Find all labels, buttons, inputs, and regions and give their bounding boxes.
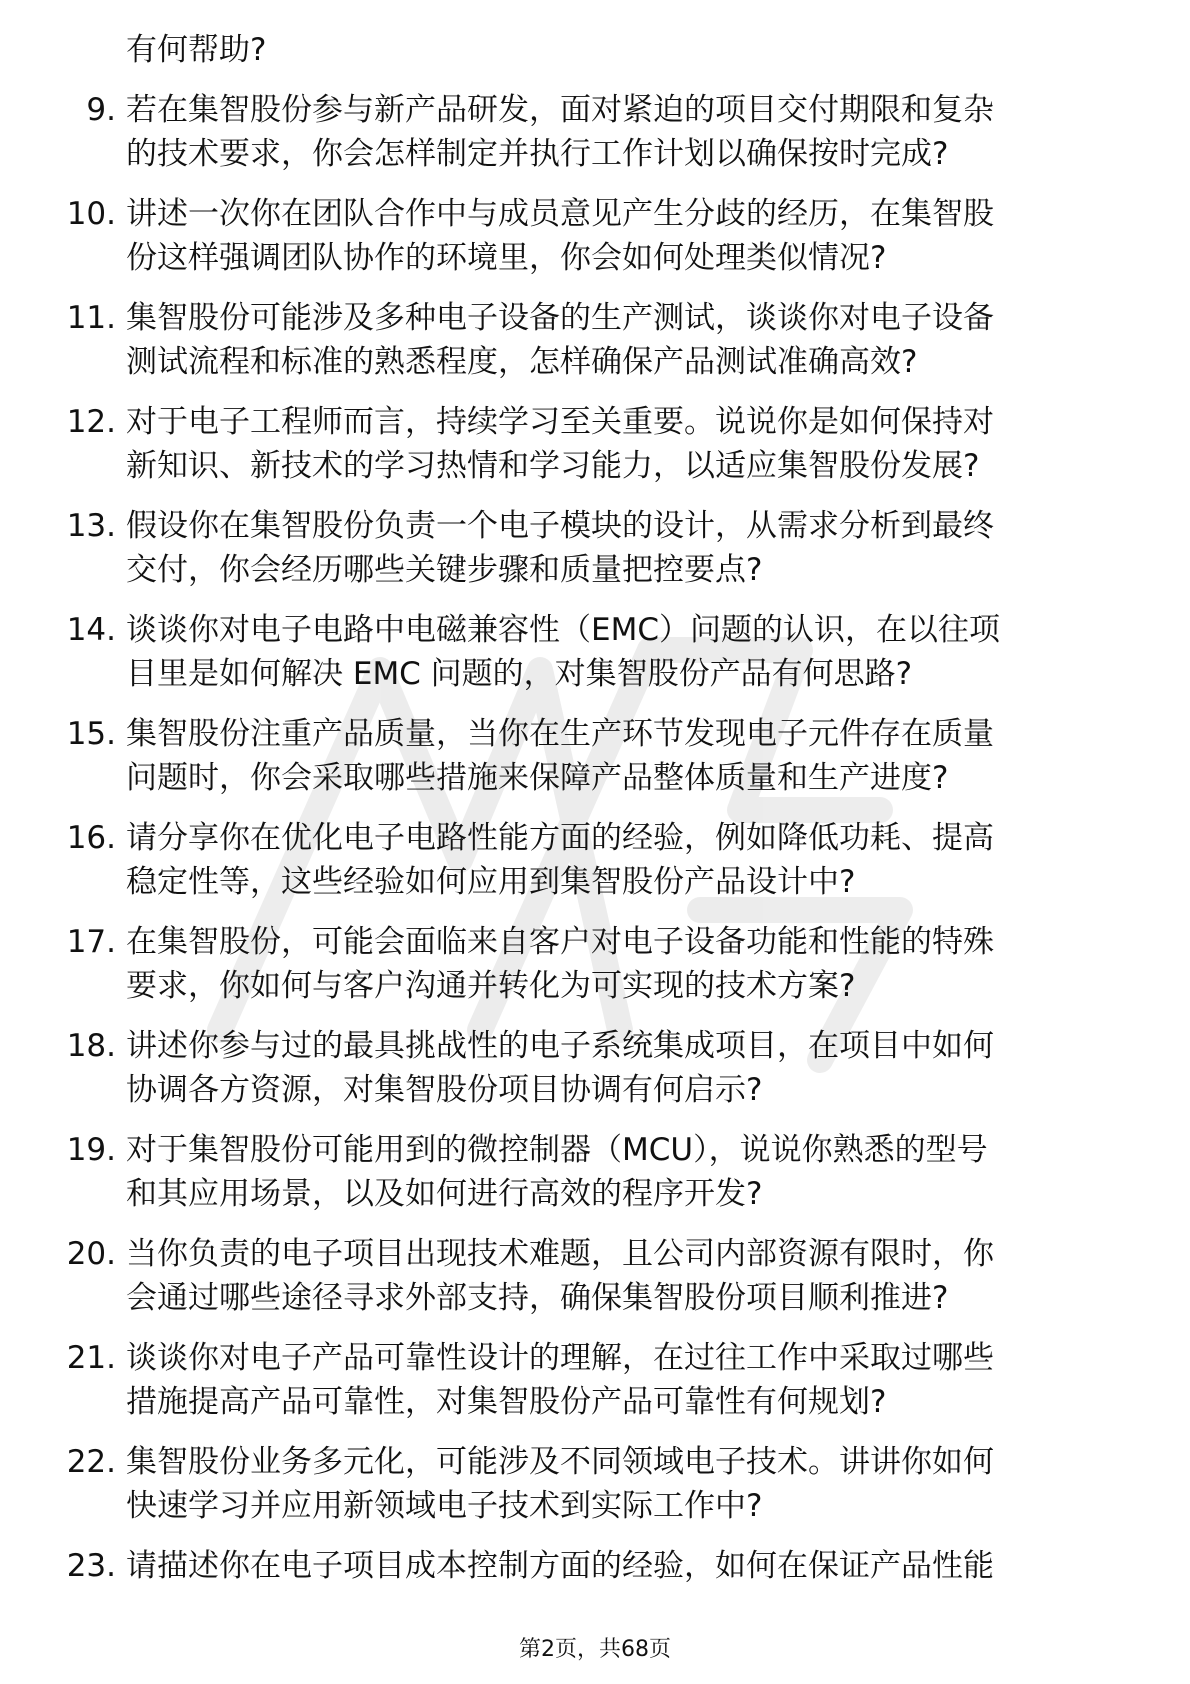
question-item xyxy=(60,88,1130,176)
question-text-line: 的技术要求，你会怎样制定并执行工作计划以确保按时完成? xyxy=(126,136,949,172)
question-text xyxy=(126,192,1130,280)
question-item xyxy=(60,1024,1130,1112)
question-item xyxy=(60,1232,1130,1320)
question-text xyxy=(126,400,1130,488)
question-text xyxy=(126,504,1130,592)
question-item xyxy=(60,1440,1130,1528)
question-number: 16. xyxy=(66,820,116,856)
question-number: 14. xyxy=(66,612,116,648)
question-text-line: 协调各方资源，对集智股份项目协调有何启示? xyxy=(126,1072,763,1108)
question-text-line: 当你负责的电子项目出现技术难题，且公司内部资源有限时，你 xyxy=(126,1236,994,1272)
question-item xyxy=(60,504,1130,592)
question-item xyxy=(60,1544,1130,1588)
question-item xyxy=(60,920,1130,1008)
questions-container xyxy=(60,88,1130,1588)
question-text xyxy=(126,296,1130,384)
question-text-line: 份这样强调团队协作的环境里，你会如何处理类似情况? xyxy=(126,240,887,276)
question-text-line: 集智股份注重产品质量，当你在生产环节发现电子元件存在质量 xyxy=(126,716,994,752)
question-text-line: 目里是如何解决 EMC 问题的，对集智股份产品有何思路? xyxy=(126,656,913,692)
question-number: 21. xyxy=(66,1340,116,1376)
question-text-line: 假设你在集智股份负责一个电子模块的设计，从需求分析到最终 xyxy=(126,508,994,544)
question-text-line: 快速学习并应用新领域电子技术到实际工作中? xyxy=(126,1488,763,1524)
question-text-line: 稳定性等，这些经验如何应用到集智股份产品设计中? xyxy=(126,864,856,900)
question-text-line: 对于集智股份可能用到的微控制器（MCU），说说你熟悉的型号 xyxy=(126,1132,988,1168)
question-text xyxy=(126,1128,1130,1216)
question-text-line: 集智股份可能涉及多种电子设备的生产测试，谈谈你对电子设备 xyxy=(126,300,994,336)
question-text xyxy=(126,1544,1130,1588)
question-text-line: 讲述你参与过的最具挑战性的电子系统集成项目，在项目中如何 xyxy=(126,1028,994,1064)
question-item xyxy=(60,296,1130,384)
question-number: 23. xyxy=(66,1548,116,1584)
question-number: 19. xyxy=(66,1132,116,1168)
question-number: 18. xyxy=(66,1028,116,1064)
question-number: 12. xyxy=(66,404,116,440)
question-item xyxy=(60,1336,1130,1424)
question-text-line: 若在集智股份参与新产品研发，面对紧迫的项目交付期限和复杂 xyxy=(126,92,994,128)
question-text-line: 请描述你在电子项目成本控制方面的经验，如何在保证产品性能 xyxy=(126,1548,994,1584)
question-text xyxy=(126,816,1130,904)
question-number: 15. xyxy=(66,716,116,752)
question-item xyxy=(60,400,1130,488)
question-text xyxy=(126,1440,1130,1528)
question-text-line: 交付，你会经历哪些关键步骤和质量把控要点? xyxy=(126,552,763,588)
question-text xyxy=(126,1232,1130,1320)
question-text xyxy=(126,1024,1130,1112)
page-footer: 第2页，共68页 xyxy=(519,1637,671,1662)
question-text xyxy=(126,608,1130,696)
question-number: 17. xyxy=(66,924,116,960)
question-text-line: 集智股份业务多元化，可能涉及不同领域电子技术。讲讲你如何 xyxy=(126,1444,994,1480)
question-number: 13. xyxy=(66,508,116,544)
question-text-line: 要求，你如何与客户沟通并转化为可实现的技术方案? xyxy=(126,968,856,1004)
question-item xyxy=(60,1128,1130,1216)
question-number: 10. xyxy=(66,196,116,232)
question-text xyxy=(126,1336,1130,1424)
question-text-line: 讲述一次你在团队合作中与成员意见产生分歧的经历，在集智股 xyxy=(126,196,994,232)
question-text-line: 和其应用场景，以及如何进行高效的程序开发? xyxy=(126,1176,763,1212)
question-number: 9. xyxy=(86,92,116,128)
question-item xyxy=(60,712,1130,800)
question-text-line: 对于电子工程师而言，持续学习至关重要。说说你是如何保持对 xyxy=(126,404,994,440)
question-text-line: 谈谈你对电子产品可靠性设计的理解，在过往工作中采取过哪些 xyxy=(126,1340,994,1376)
question-text-line: 会通过哪些途径寻求外部支持，确保集智股份项目顺利推进? xyxy=(126,1280,949,1316)
question-list xyxy=(60,28,1130,1604)
question-text-line: 谈谈你对电子电路中电磁兼容性（EMC）问题的认识，在以往项 xyxy=(126,612,1000,648)
question-number: 20. xyxy=(66,1236,116,1272)
question-text-line: 措施提高产品可靠性，对集智股份产品可靠性有何规划? xyxy=(126,1384,887,1420)
question-text-line: 在集智股份，可能会面临来自客户对电子设备功能和性能的特殊 xyxy=(126,924,994,960)
question-item xyxy=(60,192,1130,280)
question-text xyxy=(126,88,1130,176)
question-item xyxy=(60,816,1130,904)
continuation-line: 有何帮助? xyxy=(126,32,267,68)
question-text xyxy=(126,712,1130,800)
question-number: 22. xyxy=(66,1444,116,1480)
question-number: 11. xyxy=(66,300,116,336)
question-text xyxy=(126,920,1130,1008)
question-text-line: 请分享你在优化电子电路性能方面的经验，例如降低功耗、提高 xyxy=(126,820,994,856)
question-text-line: 新知识、新技术的学习热情和学习能力，以适应集智股份发展? xyxy=(126,448,980,484)
question-text-line: 问题时，你会采取哪些措施来保障产品整体质量和生产进度? xyxy=(126,760,949,796)
question-text-line: 测试流程和标准的熟悉程度，怎样确保产品测试准确高效? xyxy=(126,344,918,380)
question-item xyxy=(60,608,1130,696)
